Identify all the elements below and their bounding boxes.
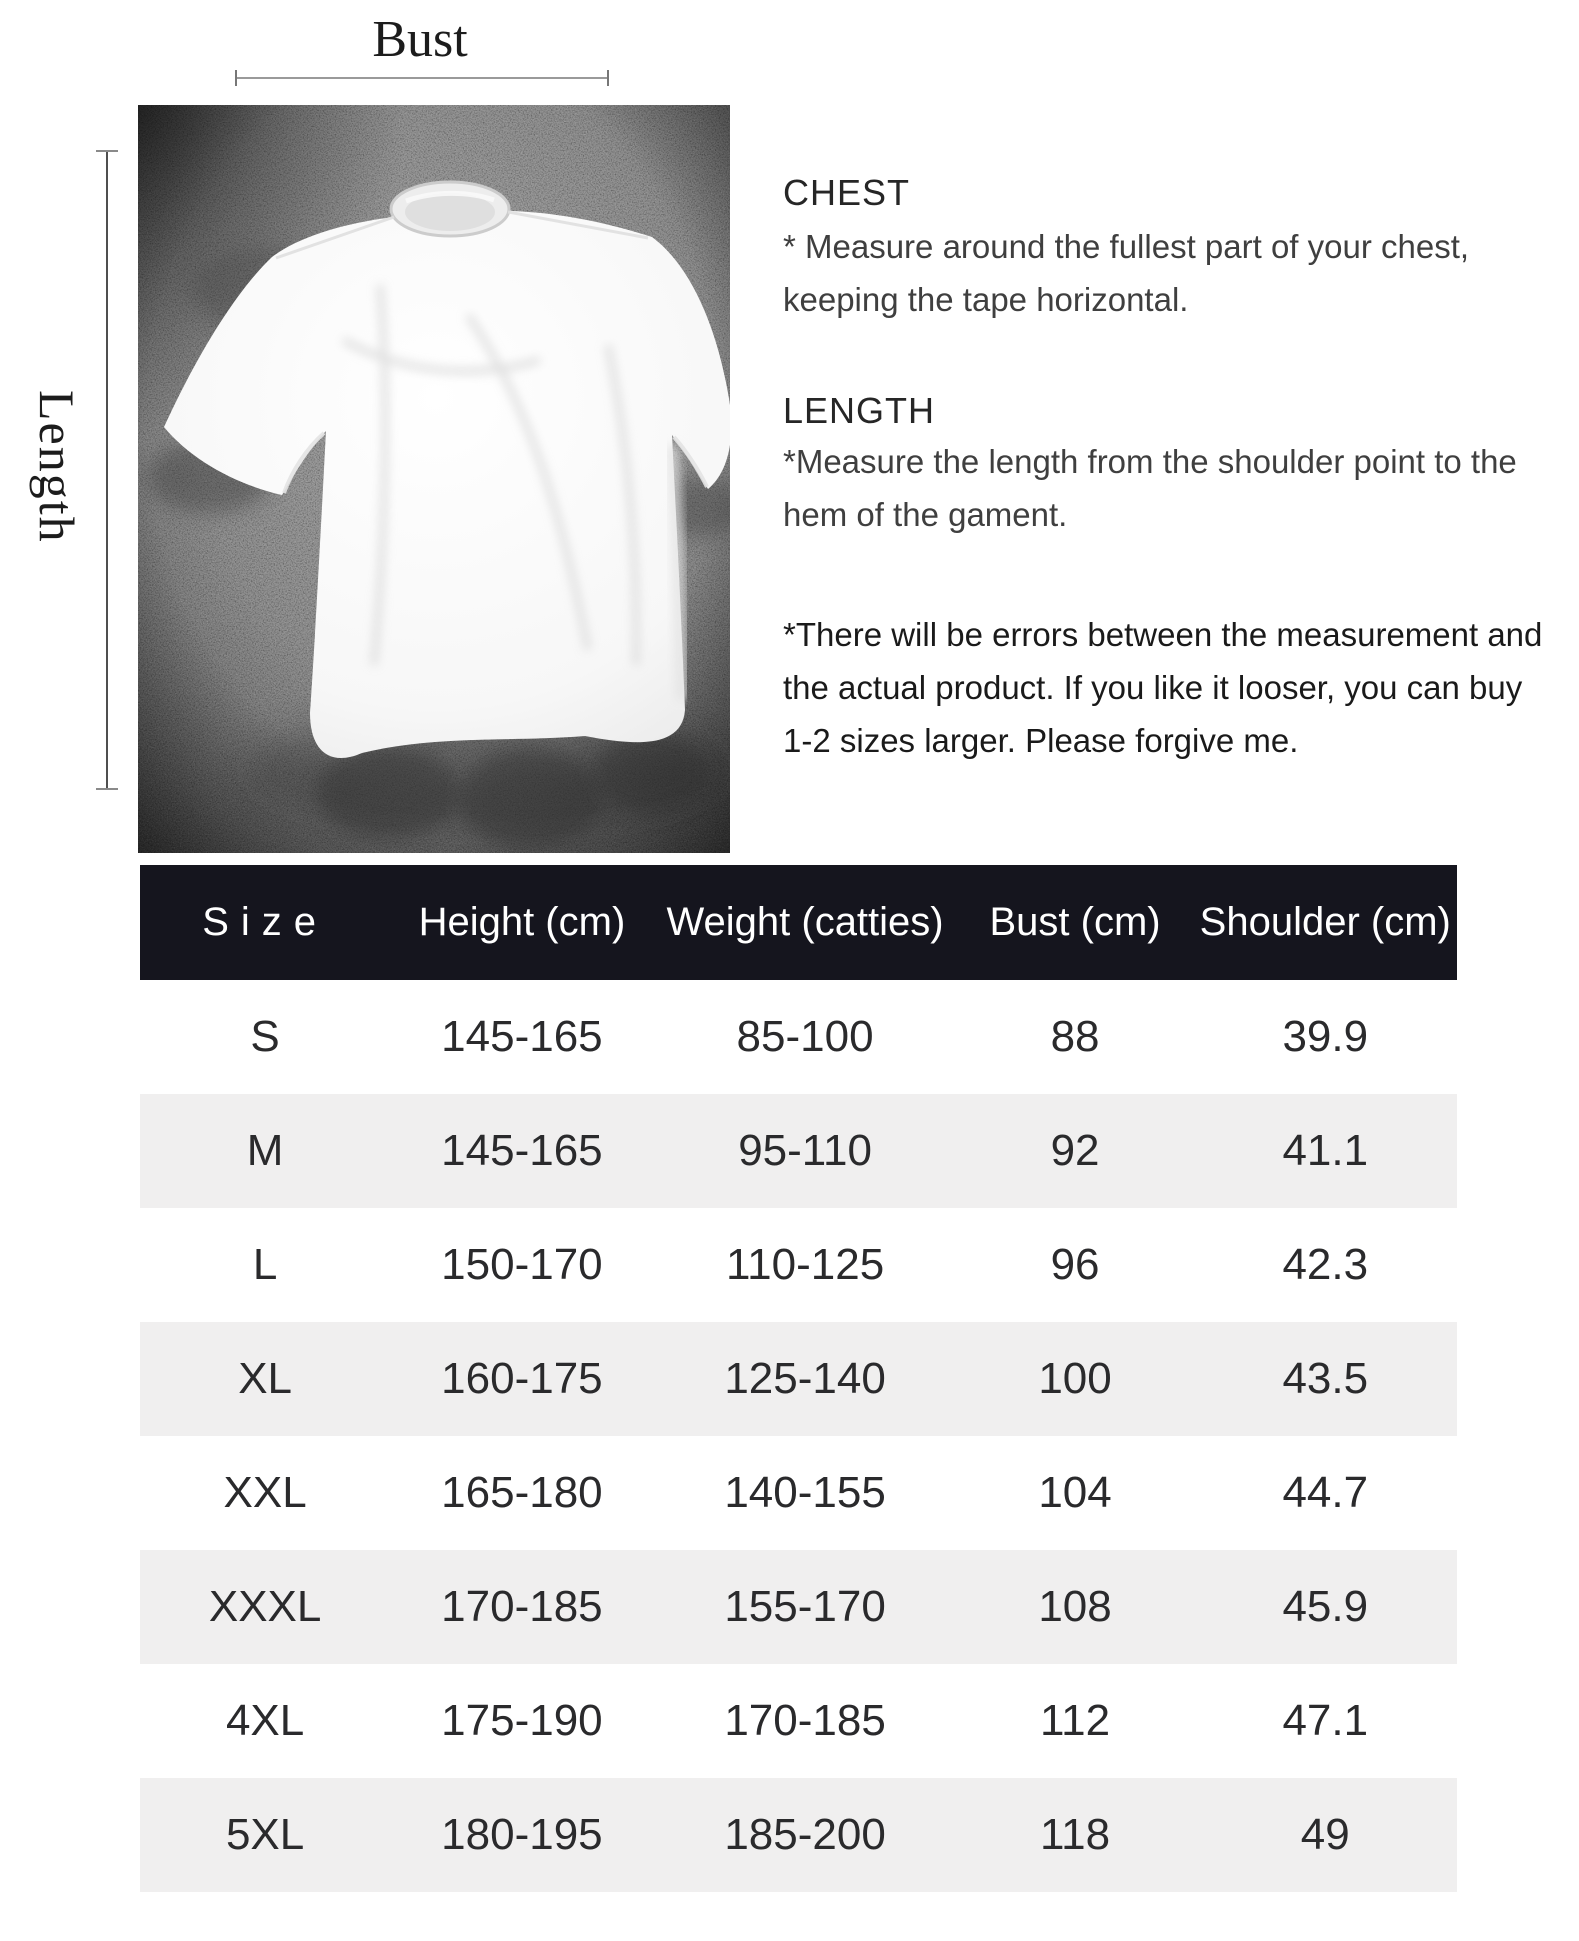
table-row-s	[140, 980, 1457, 1094]
disclaimer-line: the actual product. If you like it looser, you can buy	[783, 669, 1523, 706]
cell-bust: 104	[1038, 1468, 1112, 1517]
cell-bust: 112	[1039, 1696, 1111, 1745]
cell-shoulder: 44.7	[1282, 1468, 1369, 1517]
cell-shoulder: 39.9	[1282, 1012, 1369, 1061]
cell-bust: 96	[1050, 1240, 1100, 1289]
cell-shoulder: 45.9	[1282, 1582, 1369, 1631]
cell-height: 175-190	[441, 1696, 603, 1745]
cell-weight: 185-200	[724, 1810, 886, 1859]
table-row-xxxl	[140, 1550, 1457, 1664]
cell-height: 145-165	[441, 1126, 603, 1175]
cell-height: 150-170	[441, 1240, 603, 1289]
cell-shoulder: 41.1	[1282, 1126, 1369, 1175]
cell-height: 170-185	[441, 1582, 603, 1631]
length-measure-line	[96, 150, 118, 790]
cell-height: 165-180	[441, 1468, 603, 1517]
cell-bust: 92	[1050, 1126, 1100, 1175]
chest-heading: CHEST	[783, 172, 911, 213]
bust-measure-line	[235, 70, 609, 86]
header-cell-bust: Bust (cm)	[989, 900, 1161, 944]
cell-weight: 95-110	[738, 1126, 872, 1175]
cell-size: XXL	[223, 1468, 307, 1517]
table-row-xxl	[140, 1436, 1457, 1550]
header-cell-weight: Weight (catties)	[666, 900, 944, 944]
cell-bust: 100	[1038, 1354, 1112, 1403]
length-instruction-line: hem of the gament.	[783, 496, 1068, 533]
cell-weight: 125-140	[724, 1354, 886, 1403]
length-heading: LENGTH	[783, 390, 936, 431]
cell-size: L	[252, 1240, 278, 1289]
cell-size: XXXL	[208, 1582, 322, 1631]
cell-weight: 140-155	[724, 1468, 886, 1517]
cell-height: 160-175	[441, 1354, 603, 1403]
length-dimension-label: Length	[29, 390, 85, 544]
cell-size: 4XL	[225, 1696, 305, 1745]
cell-weight: 110-125	[725, 1240, 885, 1289]
chest-instruction-line: keeping the tape horizontal.	[783, 281, 1189, 318]
cell-shoulder: 42.3	[1282, 1240, 1369, 1289]
table-header-row	[140, 865, 1457, 980]
table-row-4xl	[140, 1664, 1457, 1778]
cell-bust: 118	[1039, 1810, 1111, 1859]
tshirt-graphic	[138, 105, 730, 853]
disclaimer-line: *There will be errors between the measurement and	[783, 616, 1543, 653]
cell-weight: 170-185	[724, 1696, 886, 1745]
cell-size: 5XL	[225, 1810, 305, 1859]
header-cell-shoulder: Shoulder (cm)	[1199, 900, 1451, 944]
cell-bust: 88	[1050, 1012, 1100, 1061]
table-row-l	[140, 1208, 1457, 1322]
cell-shoulder: 49	[1300, 1810, 1350, 1859]
cell-size: M	[246, 1126, 284, 1175]
cell-weight: 155-170	[724, 1582, 886, 1631]
length-instruction-line: *Measure the length from the shoulder point to the	[783, 443, 1517, 480]
cell-shoulder: 47.1	[1282, 1696, 1369, 1745]
disclaimer-line: 1-2 sizes larger. Please forgive me.	[783, 722, 1299, 759]
table-row-m	[140, 1094, 1457, 1208]
size-table	[140, 865, 1457, 1892]
table-row-5xl	[140, 1778, 1457, 1892]
table-row-xl	[140, 1322, 1457, 1436]
cell-bust: 108	[1038, 1582, 1112, 1631]
cell-height: 180-195	[441, 1810, 603, 1859]
product-photo	[138, 105, 730, 853]
cell-shoulder: 43.5	[1282, 1354, 1369, 1403]
cell-weight: 85-100	[736, 1012, 874, 1061]
bust-dimension-label: Bust	[372, 11, 468, 68]
header-cell-height: Height (cm)	[418, 900, 626, 944]
cell-size: XL	[238, 1354, 293, 1403]
cell-height: 145-165	[441, 1012, 603, 1061]
chest-instruction-line: * Measure around the fullest part of your chest,	[783, 228, 1470, 265]
cell-size: S	[250, 1012, 280, 1061]
header-cell-size: Size	[202, 900, 329, 944]
